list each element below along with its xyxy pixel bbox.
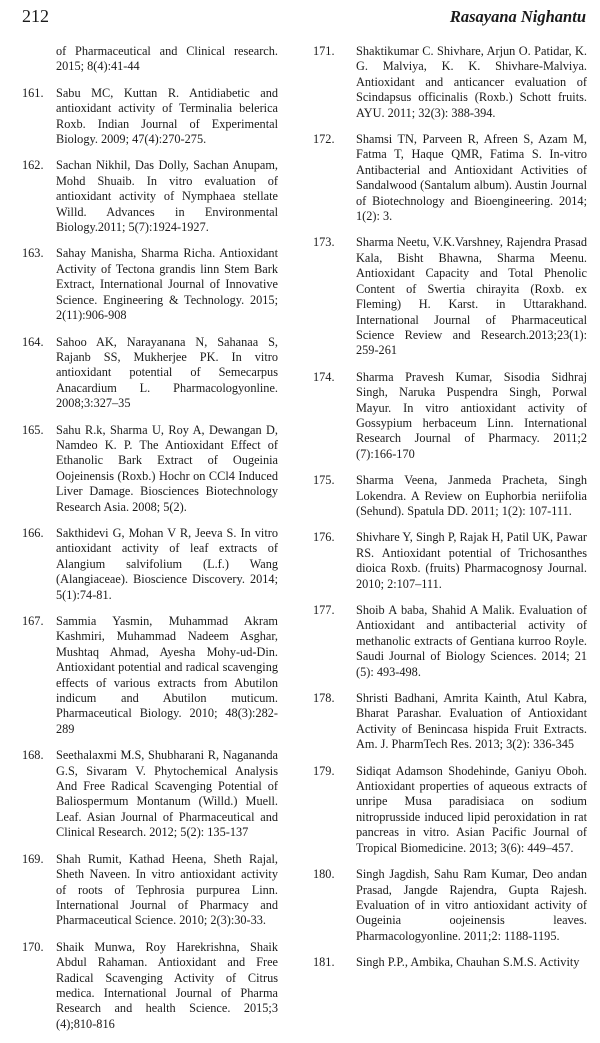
reference-number: 163. (22, 246, 44, 261)
reference-number: 170. (22, 939, 44, 954)
reference-entry (311, 370, 587, 462)
reference-text: Shaktikumar C. Shivhare, Arjun O. Patidar, K. G. Malviya, K. K. Shivhare-Malviya. Antioxidant and anticancer evaluation of Scindapsus officinalis (Roxb.) Schott fruits. AYU. 2011; 32(3): 388-394. (356, 44, 587, 120)
reference-text: Sammia Yasmin, Muhammad Akram Kashmiri, Muhammad Nadeem Asghar, Mushtaq Ahmad, Ayesha Mohy-ud-Din. Antioxidant potential and radical scavenging effects of various extracts from Abutilon indicum and Abutilon muticum. Pharmaceutical Biology. 2010; 48(3):282-289 (56, 614, 278, 736)
reference-number: 178. (313, 691, 335, 706)
page-header (22, 6, 586, 30)
reference-text: Sharma Pravesh Kumar, Sisodia Sidhraj Singh, Naruka Puspendra Singh, Porwal Mayur. In vitro antioxidant activity of Gossypium herbaceum Linn. International Research Journal of Pharmacy. 2011;2 (7):166-170 (356, 369, 587, 461)
reference-text: Singh P.P., Ambika, Chauhan S.M.S. Activity (356, 955, 580, 970)
reference-number: 165. (22, 422, 44, 437)
book-title: Rasayana Nighantu (449, 7, 586, 26)
reference-number: 161. (22, 85, 44, 100)
reference-text: Sahay Manisha, Sharma Richa. Antioxidant Activity of Tectona grandis linn Stem Bark Extract, International Journal of Innovative Science. Engineering & Technology. 2015; 2(11):906-908 (56, 246, 278, 323)
reference-number: 181. (313, 955, 335, 970)
reference-entry (20, 335, 278, 412)
reference-text: Shoib A baba, Shahid A Malik. Evaluation of Antioxidant and antibacterial activity of methanolic extracts of Gentiana kurroo Royle. Saudi Journal of Biology Sciences. 2014; 21 (5): 493-498. (356, 603, 587, 679)
reference-number: 177. (313, 603, 335, 617)
reference-entry (311, 867, 587, 944)
reference-entry (20, 940, 278, 1032)
reference-entry (311, 603, 587, 680)
reference-text: Shivhare Y, Singh P, Rajak H, Patil UK, Pawar RS. Antioxidant potential of Trichosanthes dioica Roxb. (fruits) Pharmacognosy Journal. 2010; 2:107–111. (356, 530, 587, 591)
reference-number: 180. (313, 867, 335, 882)
reference-number: 172. (313, 132, 335, 147)
reference-text: Singh Jagdish, Sahu Ram Kumar, Deo andan Prasad, Jangde Rajendra, Gupta Rajesh. Evaluation of in vitro antioxidant activity of Ougeinia oojeinensis leaves. Pharmacologyonline. 2011;2: 1188-1195. (356, 867, 587, 943)
reference-number: 175. (313, 473, 335, 488)
reference-text: Shamsi TN, Parveen R, Afreen S, Azam M, Fatma T, Haque QMR, Fatima S. In-vitro Antibacterial and Antioxidant Activities of Sandalwood (Santalum album). Austin Journal of Biotechnology and Bioengineering. 2014; 1(2): 3. (356, 132, 587, 224)
reference-entry (20, 423, 278, 515)
reference-text: Sharma Neetu, V.K.Varshney, Rajendra Prasad Kala, Bisht Bhawna, Sharma Meenu. Antioxidant Capacity and Total Phenolic Content of Swertia chirayita (Roxb. ex Fleming) H. Karst. in Uttarakhand. International Journal of Pharmaceutical Science Review and Research.2013;23(1): 259-261 (356, 235, 587, 358)
reference-number: 171. (313, 44, 335, 58)
reference-entry (311, 764, 587, 856)
reference-text: Shah Rumit, Kathad Heena, Sheth Rajal, Sheth Naveen. In vitro antioxidant activity of roots of Tephrosia purpurea Linn. International Journal of Pharmacy and Pharmaceutical Science. 2010; 2(3):30-33. (56, 851, 278, 928)
reference-number: 164. (22, 334, 44, 349)
reference-text: Shristi Badhani, Amrita Kainth, Atul Kabra, Bharat Parashar. Evaluation of Antioxidant Activity of Benincasa hispida Fruit Extracts. Am. J. PharmTech Res. 2013; 3(2): 336-345 (356, 691, 587, 752)
reference-entry (311, 473, 587, 519)
reference-text: Sahoo AK, Narayanana N, Sahanaa S, Rajanb SS, Mukherjee PK. In vitro antioxidant potential of Semecarpus Anacardium L. Pharmacologyonline. 2008;3:327–35 (56, 334, 278, 411)
reference-entry (20, 748, 278, 840)
page-number: 212 (22, 6, 49, 26)
reference-entry (311, 235, 587, 358)
reference-number: 162. (22, 158, 44, 173)
reference-text: of Pharmaceutical and Clinical research. 2015; 8(4):41-44 (56, 44, 278, 74)
reference-entry (311, 530, 587, 592)
reference-text: Sachan Nikhil, Das Dolly, Sachan Anupam, Mohd Shuaib. In vitro evaluation of antioxidant activity of Nymphaea stellate Willd. Advances in Environmental Biology.2011; 5(7):1924-1927. (56, 158, 278, 235)
reference-number: 166. (22, 525, 44, 540)
reference-text: Seethalaxmi M.S, Shubharani R, Nagananda G.S, Sivaram V. Phytochemical Analysis And Free Radical Scavenging Potential of Baliospermum Montanum (Willd.) Muell. Leaf. Asian Journal of Pharmaceutical and Clinical Research. 2012; 5(2): 135-137 (56, 748, 278, 840)
reference-entry (20, 86, 278, 148)
reference-text: Shaik Munwa, Roy Harekrishna, Shaik Abdul Rahaman. Antioxidant and Free Radical Scavenging Activity of Citrus medica. International Journal of Pharma Research and health Science. 2015;3 (4);810-816 (56, 939, 278, 1031)
reference-number: 169. (22, 851, 44, 866)
reference-number: 179. (313, 763, 335, 778)
reference-entry (20, 246, 278, 323)
reference-text: Sabu MC, Kuttan R. Antidiabetic and antioxidant activity of Terminalia belerica Roxb. Indian Journal of Experimental Biology. 2009; 47(4):270-275. (56, 85, 278, 147)
reference-text: Sharma Veena, Janmeda Pracheta, Singh Lokendra. A Review on Euphorbia neriifolia (Sehund). Spatula DD. 2011; 1(2): 107-111. (356, 473, 587, 518)
continued-reference (20, 44, 278, 75)
reference-entry (311, 132, 587, 224)
right-column (311, 44, 587, 982)
reference-number: 168. (22, 748, 44, 763)
reference-number: 173. (313, 235, 335, 250)
reference-number: 167. (22, 614, 44, 628)
reference-text: Sahu R.k, Sharma U, Roy A, Dewangan D, Namdeo K. P. The Antioxidant Effect of Ethanolic Bark Extract of Ougeinia Oojeinensis (Roxb.) Hochr on CCl4 Induced Liver Damage. Biosciences Biotechnology Research Asia. 2008; 5(2). (56, 422, 278, 514)
left-column (20, 44, 278, 1043)
reference-text: Sidiqat Adamson Shodehinde, Ganiyu Oboh. Antioxidant properties of aqueous extracts of unripe Musa paradisiaca on sodium nitroprusside induced lipid peroxidation in rat pancreas in vitro. Asian Pacific Journal of Tropical Biomedicine. 2013; 3(6): 449–457. (356, 763, 587, 855)
reference-entry (20, 526, 278, 603)
reference-entry (20, 852, 278, 929)
reference-entry (20, 614, 278, 737)
reference-entry (20, 158, 278, 235)
reference-entry (311, 691, 587, 753)
reference-entry (311, 955, 587, 970)
reference-number: 176. (313, 530, 335, 545)
reference-entry (311, 44, 587, 121)
reference-text: Sakthidevi G, Mohan V R, Jeeva S. In vitro antioxidant activity of leaf extracts of Alangium salvifolium (L.f.) Wang (Alangiaceae). Bioscience Discovery. 2014; 5(1):74-81. (56, 525, 278, 602)
reference-number: 174. (313, 369, 335, 384)
